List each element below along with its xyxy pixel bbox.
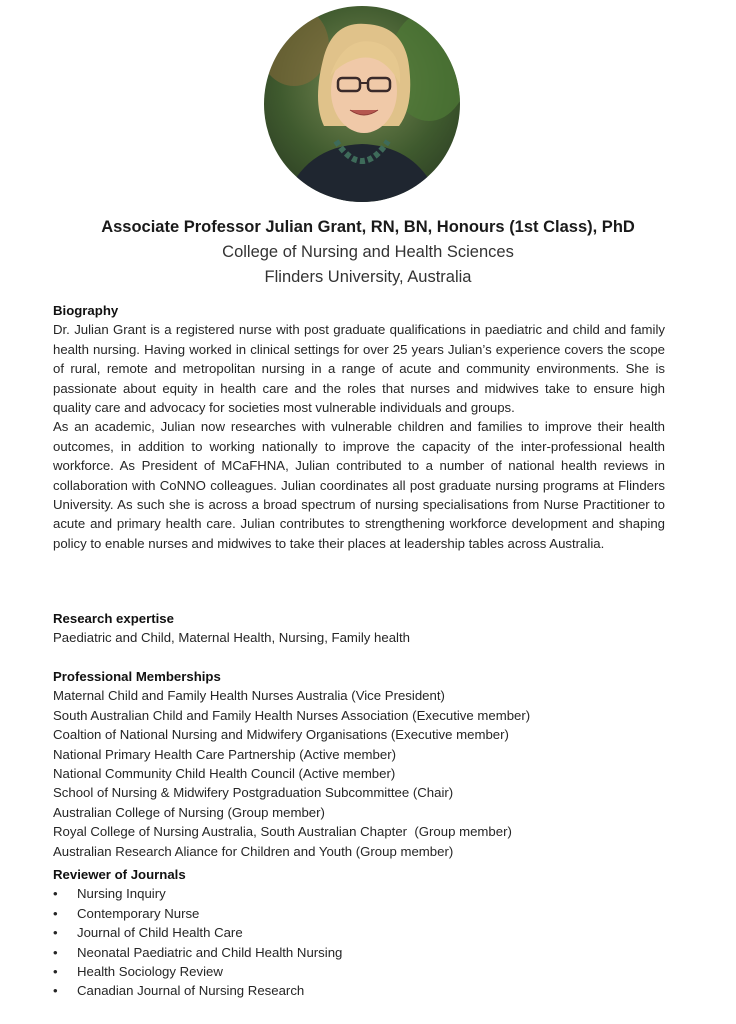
- membership-item: Australian Research Aliance for Children and Youth (Group member): [53, 843, 454, 859]
- research-expertise-section: [53, 609, 665, 648]
- membership-item: Australian College of Nursing (Group member): [53, 804, 325, 820]
- biography-paragraph-2: As an academic, Julian now researches with vulnerable children and families to improve their health outcomes, in addition to working nationally to improve the capacity of the inter-professional health workforce. As President of MCaFHNA, Julian contributed to a number of national health reviews in collaboration with CoNNO colleagues. Julian coordinates all post graduate nursing programs at Flinders University. As such she is across a broad spectrum of nursing specialisations from Nurse Practitioner to acute and primary health care. Julian contributes to strengthening workforce development and shaping policy to enable nurses and midwives to take their places at leadership tables across Australia.: [53, 419, 665, 551]
- college-name: College of Nursing and Health Sciences: [222, 243, 514, 261]
- journal-list: [53, 884, 665, 1000]
- profile-photo: [264, 6, 460, 202]
- research-expertise-text: Paediatric and Child, Maternal Health, Nursing, Family health: [53, 630, 410, 646]
- journal-item: • Neonatal Paediatric and Child Health Nursing: [53, 943, 665, 962]
- biography-section: [53, 301, 665, 553]
- person-name: Associate Professor Julian Grant, RN, BN, Honours (1st Class), PhD: [101, 218, 635, 236]
- membership-item: National Community Child Health Council (Active member): [53, 766, 396, 782]
- reviewer-heading: Reviewer of Journals: [53, 867, 186, 882]
- research-expertise-heading: Research expertise: [53, 611, 174, 626]
- membership-item: Maternal Child and Family Health Nurses Australia (Vice President): [53, 688, 445, 704]
- memberships-section: [53, 667, 665, 861]
- journal-item: • Health Sociology Review: [53, 962, 665, 981]
- membership-item: Royal College of Nursing Australia, South Australian Chapter (Group member): [53, 824, 512, 840]
- membership-item: South Australian Child and Family Health Nurses Association (Executive member): [53, 707, 531, 723]
- membership-item: Coaltion of National Nursing and Midwifery Organisations (Executive member): [53, 727, 509, 743]
- journal-item: • Nursing Inquiry: [53, 884, 665, 903]
- biography-paragraph-1: Dr. Julian Grant is a registered nurse with post graduate qualifications in paediatric and child and family health nursing. Having worked in clinical settings for over 25 years Julian’s experience covers the scope of rural, remote and metropolitan nursing in a range of acute and community environments. She is passionate about equity in health care and the roles that nurses and midwives take to ensure high quality care and advocacy for societies most vulnerable individuals and groups.: [53, 322, 665, 416]
- reviewer-section: [53, 865, 665, 1001]
- university-name: Flinders University, Australia: [264, 268, 472, 286]
- biography-heading: Biography: [53, 303, 119, 318]
- journal-item: • Journal of Child Health Care: [53, 923, 665, 942]
- memberships-heading: Professional Memberships: [53, 669, 221, 684]
- journal-item: • Contemporary Nurse: [53, 904, 665, 923]
- membership-item: School of Nursing & Midwifery Postgraduation Subcommittee (Chair): [53, 785, 454, 801]
- journal-item: • Canadian Journal of Nursing Research: [53, 981, 665, 1000]
- membership-item: National Primary Health Care Partnership (Active member): [53, 746, 396, 762]
